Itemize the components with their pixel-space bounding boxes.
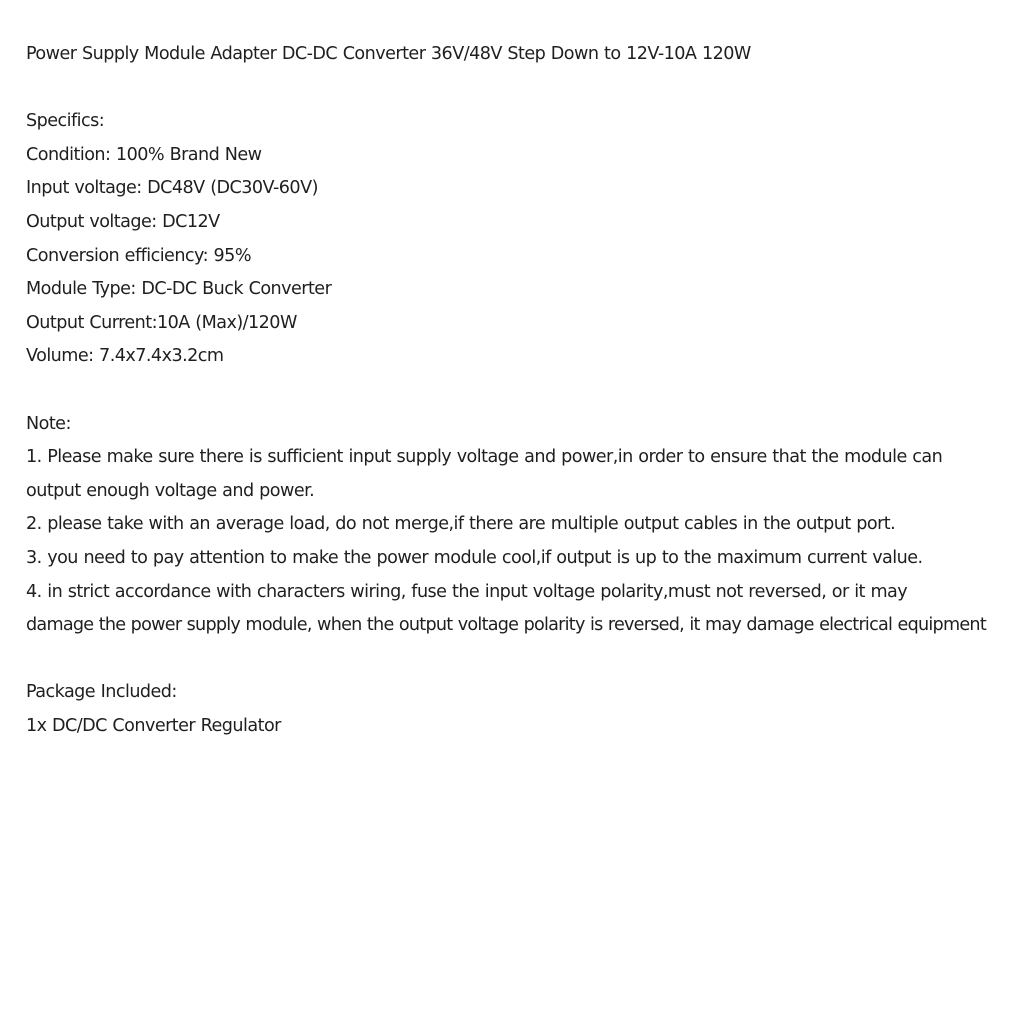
spec-output-voltage: Output voltage: DC12V bbox=[26, 211, 220, 232]
spec-output-current: Output Current:10A (Max)/120W bbox=[26, 312, 297, 333]
note-item-3: 3. you need to pay attention to make the power module cool,if output is up to the maximum current value. bbox=[26, 547, 923, 568]
page-title: Power Supply Module Adapter DC-DC Converter 36V/48V Step Down to 12V-10A 120W bbox=[26, 44, 751, 64]
note-item-2: 2. please take with an average load, do not merge,if there are multiple output cables in the output port. bbox=[26, 514, 896, 535]
product-description bbox=[26, 38, 1016, 743]
spacer bbox=[26, 72, 1016, 106]
spacer bbox=[26, 374, 1016, 408]
note-item-1: 1. Please make sure there is sufficient input supply voltage and power,in order to ensure that the module can bbox=[26, 447, 943, 468]
spec-condition: Condition: 100% Brand New bbox=[26, 144, 262, 165]
package-heading: Package Included: bbox=[26, 682, 177, 703]
spec-input-voltage: Input voltage: DC48V (DC30V-60V) bbox=[26, 178, 318, 199]
note-item-1-continued: output enough voltage and power. bbox=[26, 480, 315, 501]
note-item-4-continued: damage the power supply module, when the output voltage polarity is reversed, it may damage electrical equipment bbox=[26, 615, 986, 636]
spec-module-type: Module Type: DC-DC Buck Converter bbox=[26, 279, 332, 300]
spacer bbox=[26, 643, 1016, 677]
spec-volume: Volume: 7.4x7.4x3.2cm bbox=[26, 346, 224, 367]
package-item: 1x DC/DC Converter Regulator bbox=[26, 715, 281, 736]
spec-conversion-efficiency: Conversion efficiency: 95% bbox=[26, 245, 251, 266]
note-heading: Note: bbox=[26, 413, 71, 434]
note-item-4: 4. in strict accordance with characters wiring, fuse the input voltage polarity,must not reversed, or it may bbox=[26, 581, 908, 602]
specifics-heading: Specifics: bbox=[26, 111, 105, 132]
